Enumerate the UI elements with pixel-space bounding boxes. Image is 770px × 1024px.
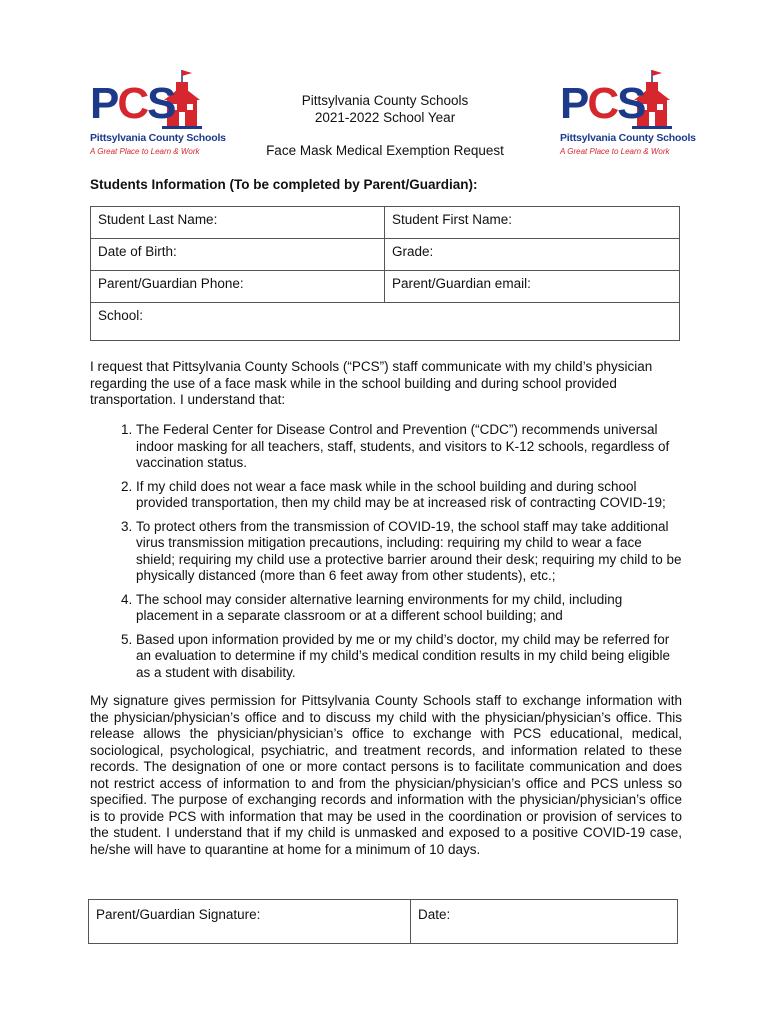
field-label: School: xyxy=(98,308,144,323)
signature-table xyxy=(88,899,678,944)
logo-name: Pittsylvania County Schools xyxy=(90,132,226,144)
logo-tagline: A Great Place to Learn & Work xyxy=(560,147,670,156)
logo-tagline: A Great Place to Learn & Work xyxy=(90,147,200,156)
guardian-phone-field[interactable] xyxy=(91,271,385,303)
grade-field[interactable] xyxy=(385,239,680,271)
school-field[interactable] xyxy=(91,303,680,341)
date-field[interactable] xyxy=(411,900,678,944)
guardian-email-field[interactable] xyxy=(385,271,680,303)
field-label: Student Last Name: xyxy=(98,212,218,227)
field-label: Grade: xyxy=(392,244,434,259)
pcs-logo-right xyxy=(560,68,696,160)
student-section-heading: Students Information (To be completed by Parent/Guardian): xyxy=(90,177,478,192)
intro-paragraph: I request that Pittsylvania County Schools (“PCS”) staff communicate with my child’s physician regarding the use of a face mask while in the school building and during school provided transportation. I understand that: xyxy=(90,359,653,407)
understanding-list xyxy=(90,422,682,688)
logo-letters: PCS xyxy=(560,79,645,128)
date-of-birth-field[interactable] xyxy=(91,239,385,271)
field-label: Date of Birth: xyxy=(98,244,177,259)
list-item: 2. If my child does not wear a face mask while in the school building and during school provided transportation, then my child may be at increased risk of contracting COVID-19; xyxy=(136,479,682,512)
field-label: Parent/Guardian Phone: xyxy=(98,276,244,291)
document-header xyxy=(235,93,535,160)
guardian-signature-field[interactable] xyxy=(89,900,411,944)
list-item: 4. The school may consider alternative learning environments for my child, including placement in a separate classroom or at a different school building; and xyxy=(136,592,682,625)
district-name: Pittsylvania County Schools xyxy=(301,93,469,108)
document-title: Face Mask Medical Exemption Request xyxy=(266,143,504,158)
logo-letters: PCS xyxy=(90,79,175,128)
list-item: 1. The Federal Center for Disease Control and Prevention (“CDC”) recommends universal indoor masking for all teachers, staff, students, and visitors to K-12 schools, regardless of vaccination status. xyxy=(136,422,682,472)
field-label: Student First Name: xyxy=(392,212,513,227)
consent-paragraph: My signature gives permission for Pittsylvania County Schools staff to exchange information with the physician/physician’s office and to discuss my child with the physician/physician’s office. This release allows the physician/physician’s office to exchange with PCS educational, medical, sociological, psychological, psychiatric, and treatment records, and information related to these records. The designation of one or more contact persons is to facilitate communication and does not restrict access of information to and from the physician/physician’s office and PCS unless so specified. The purpose of exchanging records and information with the physician/physician’s office is to provide PCS with information that may be used in the coordination or provision of services to the student. I understand that if my child is unmasked and exposed to a positive COVID-19 case, he/she will have to quarantine at home for a minimum of 10 days. xyxy=(90,693,682,857)
list-item: 5. Based upon information provided by me or my child’s doctor, my child may be referred for an evaluation to determine if my child’s medical condition results in my child being eligible as a student with disability. xyxy=(136,632,682,682)
field-label: Parent/Guardian Signature: xyxy=(96,907,261,922)
field-label: Date: xyxy=(418,907,451,922)
student-first-name-field[interactable] xyxy=(385,207,680,239)
pcs-logo-left xyxy=(90,68,226,160)
student-info-table xyxy=(90,206,680,341)
school-year: 2021-2022 School Year xyxy=(314,109,456,125)
student-last-name-field[interactable] xyxy=(91,207,385,239)
field-label: Parent/Guardian email: xyxy=(392,276,531,291)
list-item: 3. To protect others from the transmission of COVID-19, the school staff may take additional virus transmission mitigation precautions, including: requiring my child to wear a face shield; requiring my child use a protective barrier around their desk; requiring my child to be physically distanced (more than 6 feet away from other students), etc.; xyxy=(136,519,682,585)
logo-name: Pittsylvania County Schools xyxy=(560,132,696,144)
